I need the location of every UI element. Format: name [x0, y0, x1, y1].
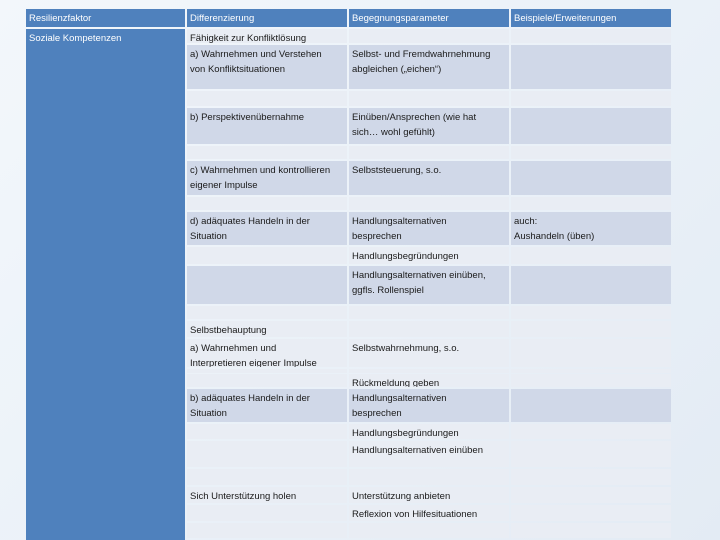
- header-resilienzfaktor: Resilienzfaktor: [26, 9, 185, 27]
- header-begegnungsparameter: Begegnungsparameter: [349, 9, 509, 27]
- table-cell: Handlungsalternativen besprechen: [349, 212, 509, 245]
- table-cell: Handlungsbegründungen: [349, 247, 509, 264]
- table-cell: [511, 339, 671, 367]
- table-cell: Sich Unterstützung holen: [187, 487, 347, 503]
- table-cell: Handlungsbegründungen: [349, 424, 509, 439]
- table-cell: [511, 45, 671, 89]
- table-cell: a) Wahrnehmen und Verstehen von Konfliktsituationen: [187, 45, 347, 89]
- table-cell: [511, 108, 671, 144]
- table-cell: [187, 306, 347, 319]
- table-cell: b) Perspektivenübernahme: [187, 108, 347, 144]
- table-cell: [187, 146, 347, 159]
- table-cell: d) adäquates Handeln in der Situation: [187, 212, 347, 245]
- table-cell: [511, 247, 671, 264]
- table-cell: [349, 197, 509, 210]
- table-cell: [349, 29, 509, 43]
- table-cell: [349, 146, 509, 159]
- table-cell: [187, 369, 347, 373]
- table-cell: Selbststeuerung, s.o.: [349, 161, 509, 195]
- table-cell: [187, 424, 347, 439]
- table-cell: [511, 321, 671, 337]
- table-cell: [511, 197, 671, 210]
- header-differenzierung: Differenzierung: [187, 9, 347, 27]
- table-cell: [511, 266, 671, 304]
- header-beispiele: Beispiele/Erweiterungen: [511, 9, 671, 27]
- table-cell: Handlungsalternativen einüben, ggfls. Rollenspiel: [349, 266, 509, 304]
- table-cell: Handlungsalternativen besprechen: [349, 389, 509, 422]
- table-cell: [349, 306, 509, 319]
- table-cell: [187, 505, 347, 521]
- table-cell: b) adäquates Handeln in der Situation: [187, 389, 347, 422]
- table-cell: [187, 247, 347, 264]
- table-cell: [187, 441, 347, 467]
- table-cell: [511, 306, 671, 319]
- table-cell: auch: Aushandeln (üben): [511, 212, 671, 245]
- table-cell: [187, 197, 347, 210]
- table-cell: [511, 374, 671, 387]
- table-cell: [511, 161, 671, 195]
- table-cell: [511, 29, 671, 43]
- resilienzfaktor-soziale-kompetenzen: Soziale Kompetenzen: [26, 29, 185, 540]
- table-cell: Selbst- und Fremdwahrnehmung abgleichen („eichen“): [349, 45, 509, 89]
- table-cell: Einüben/Ansprechen (wie hat sich… wohl gefühlt): [349, 108, 509, 144]
- table-cell: a) Wahrnehmen und Interpretieren eigener Impulse: [187, 339, 347, 367]
- table-cell: [511, 469, 671, 485]
- table-cell: [187, 523, 347, 538]
- table-cell: [349, 369, 509, 373]
- table-cell: c) Wahrnehmen und kontrollieren eigener Impulse: [187, 161, 347, 195]
- table-cell: [511, 487, 671, 503]
- table-cell: Selbstbehauptung: [187, 321, 347, 337]
- table-cell: [511, 369, 671, 373]
- table-cell: Unterstützung anbieten: [349, 487, 509, 503]
- table-cell: [511, 523, 671, 538]
- table-cell: [511, 441, 671, 467]
- table-cell: [511, 146, 671, 159]
- table-cell: Fähigkeit zur Konfliktlösung: [187, 29, 347, 43]
- table-cell: [511, 424, 671, 439]
- table-cell: [511, 505, 671, 521]
- table-cell: Handlungsalternativen einüben: [349, 441, 509, 467]
- table-cell: [349, 469, 509, 485]
- table-cell: [187, 374, 347, 387]
- table-cell: [187, 266, 347, 304]
- table-cell: [349, 91, 509, 106]
- table-cell: [349, 321, 509, 337]
- table-cell: [187, 91, 347, 106]
- table-cell: Reflexion von Hilfesituationen: [349, 505, 509, 521]
- table-cell: [187, 469, 347, 485]
- table-cell: [511, 389, 671, 422]
- table-cell: Selbstwahrnehmung, s.o.: [349, 339, 509, 367]
- table-cell: [511, 91, 671, 106]
- table-cell: Rückmeldung geben: [349, 374, 509, 387]
- table-cell: [349, 523, 509, 538]
